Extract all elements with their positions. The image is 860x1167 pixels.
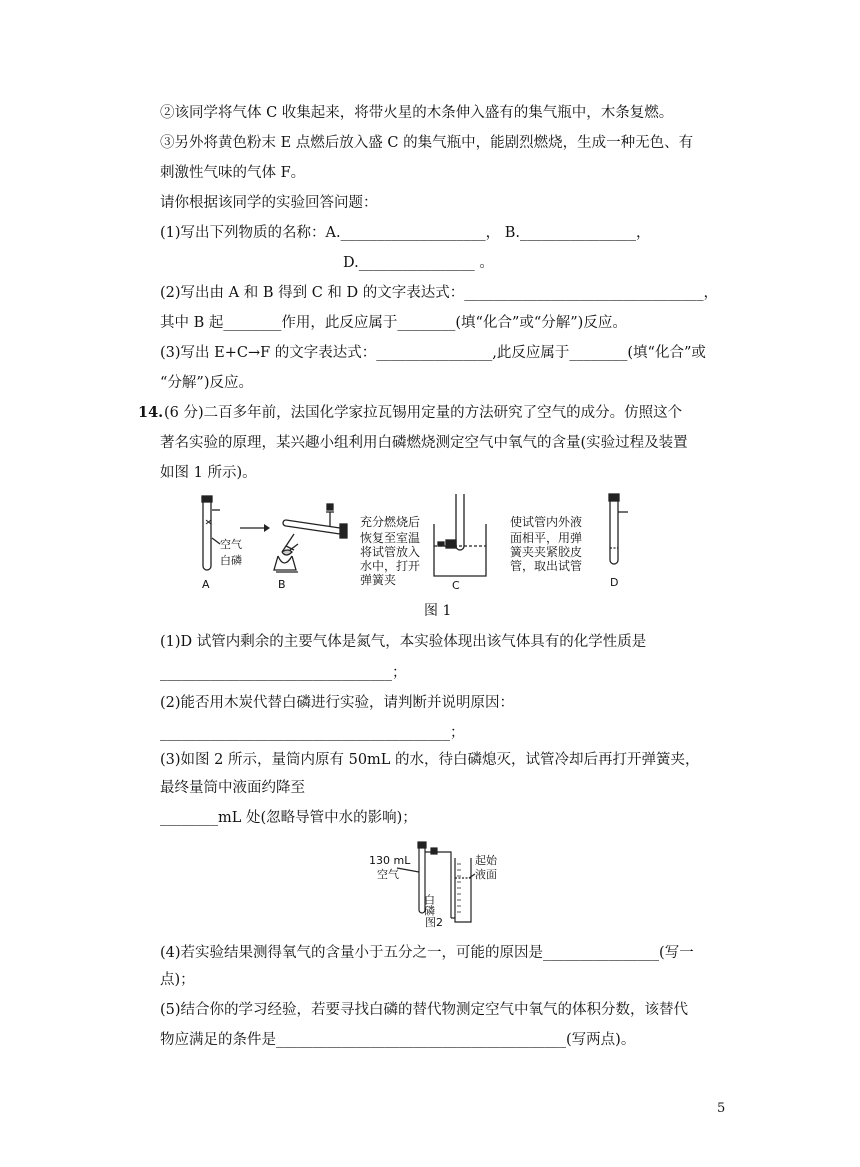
q13-part1: (1)写出下列物质的名称：A.____________________， B.________________， [160,225,651,241]
figure-1-caption: 图 1 [424,603,452,619]
step2-line4: 管，取出试管 [510,559,583,573]
figure-2-caption: 图2 [425,916,443,928]
step1-line5: 弹簧夹 [360,573,397,587]
q14-intro-3: 如图 1 所示)。 [160,465,257,481]
q13-part3-cont: “分解”)反应。 [160,375,253,391]
stem-line-3: ③另外将黄色粉末 E 点燃后放入盛 C 的集气瓶中，能剧烈燃烧，生成一种无色、有 [160,135,694,151]
step2-line2: 面相平，用弹 [510,531,583,545]
part-3-question: (3)如图 2 所示，量筒内原有 50mL 的水，待白磷熄灭，试管冷却后再打开弹簧夹， [160,752,700,768]
label-c: C [452,579,460,592]
part-4-question: (4)若实验结果测得氧气的含量小于五分之一，可能的原因是________________(写一 [160,945,694,961]
step1-line1: 充分燃烧后 [360,515,421,529]
label-b: B [278,578,286,591]
q14-intro-1: (6 分)二百多年前，法国化学家拉瓦锡用定量的方法研究了空气的成分。仿照这个 [164,405,683,421]
part-5-question: (5)结合你的学习经验，若要寻找白磷的替代物测定空气中氧气的体积分数，该替代 [160,1002,689,1018]
apparatus-a [202,496,220,570]
q13-part3: (3)写出 E+C→F 的文字表达式：________________,此反应属于________(填“化合”或 [160,345,706,361]
label-130ml: 130 mL [369,854,411,867]
instruction: 请你根据该同学的实验回答问题： [160,195,378,211]
page-number: 5 [717,1101,726,1116]
q13-part2-cont: 其中 B 起________作用，此反应属于________(填“化合”或“分解”)反应。 [160,315,627,331]
step2-line3: 簧夹夹紧胶皮 [510,545,583,559]
question-number: 14. [138,404,164,421]
part-1-answer-blank: ________________________________； [160,665,407,681]
step2-line1: 使试管内外液 [510,515,583,529]
stem-line-2: ②该同学将气体 C 收集起来，将带火星的木条伸入盛有的集气瓶中，木条复燃。 [160,105,674,121]
label-white-phosphorus: 白磷 [422,894,436,916]
apparatus-c [434,494,486,576]
figure-2 [365,838,505,928]
label-air: 空气 [220,538,242,551]
q13-part2: (2)写出由 A 和 B 得到 C 和 D 的文字表达式：_________________________________， [160,285,719,301]
q13-part1-d: D.________________ 。 [343,255,494,271]
apparatus-b [274,504,347,572]
part-3-answer-blank: ________mL 处(忽略导管中水的影响)； [160,810,417,826]
step1-line2: 恢复至室温 [360,531,421,545]
label-a: A [202,578,210,591]
stem-line-3-cont: 刺激性气味的气体 F。 [160,165,306,181]
step1-line4: 水中，打开 [360,559,421,573]
step1-line3: 将试管放入 [360,545,421,559]
part-2-question: (2)能否用木炭代替白磷进行实验，请判断并说明原因： [160,695,515,711]
figure-1 [190,490,650,600]
label-level: 液面 [475,868,497,881]
part-1-question: (1)D 试管内剩余的主要气体是氮气，本实验体现出该气体具有的化学性质是 [160,634,647,650]
apparatus-d [609,494,628,564]
part-3-question-cont: 最终量筒中液面约降至 [160,780,305,796]
q14-intro-2: 著名实验的原理，某兴趣小组利用白磷燃烧测定空气中氧气的含量(实验过程及装置 [160,435,688,451]
label-phosphorus: 白磷 [220,554,242,567]
label-air: 空气 [377,868,399,881]
part-5-question-cont: 物应满足的条件是________________________________________(写两点)。 [160,1032,636,1048]
part-2-answer-blank: ________________________________________； [160,725,465,741]
label-d: D [610,576,619,589]
label-start: 起始 [475,854,497,867]
part-4-question-cont: 点)； [160,972,195,988]
